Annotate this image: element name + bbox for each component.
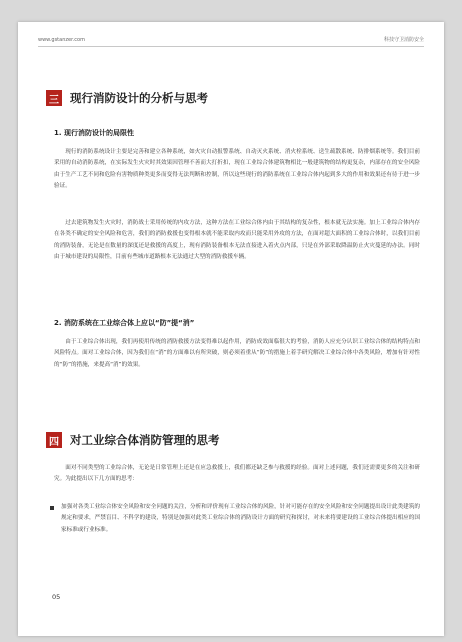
paragraph-3-3: 由于工业综合体出现，我们再使用传统的消防救援方法变得难以起作用，消防成效面临很大的考验，消防人应充分认识工业综合体的结构特点和风险特点。面对工业综合体，因为我们在“消”的方面难以有所突破，则必须着重从“防”的措施上着手研究解决工业综合体中各类风险，增加有针对性的“防”的措施，来提高“消”的效果。 [54, 339, 420, 368]
paragraph-3-1: 现行的消防系统设计主要是完善和建立各种系统，如火灾自动报警系统、自动灭火系统、消火栓系统、送生疏散系统、防排烟系统等。我们目前采用的自动消防系统，在实际发生火灾时其效果因管理不善而大打折扣，现在工业综合体建筑物相比一般建筑物的结构更复杂，内部存在的安全风险由于生产工艺不同和危险有害物质种类更多而变得无法判断和控制，所以这些现行的消防系统在工业综合体内起到多大的作用和效果还有待于进一步验证。 [54, 149, 420, 190]
subheading-2: 2. 消防系统在工业综合体上应以“防”提“消” [54, 319, 195, 327]
bullet-text: 加强对各类工业综合体安全风险和安全问题的关注，分析和评价现有工业综合体的风险，针对可能存在的安全风险和安全问题提出设计此类建筑的规定和要求，严禁盲目、不科学的建设，特别是加强对此类工业综合体的消防设计方面的研究和探讨，对未来将要建设的工业综合体提出相应的国家标准或行业标准。 [61, 504, 420, 533]
bullet-square-icon [50, 506, 54, 510]
page-number: 05 [52, 593, 61, 601]
section-4-number-badge: 四 [46, 432, 62, 448]
section-3-title: 现行消防设计的分析与思考 [70, 91, 208, 105]
section-4-heading [46, 432, 220, 448]
header-divider [38, 46, 424, 47]
header-url: www.gstanzer.com [38, 36, 85, 43]
section-3-heading [46, 90, 208, 106]
header-brand: 科技守卫消防安全 [383, 37, 424, 43]
page-header [38, 36, 424, 43]
paragraph-3-2: 过去建筑物发生火灾时，消防战士采用传统的内攻方法，这种方法在工业综合体内由于其结构的复杂性，根本就无法实施。加上工业综合体内存在各类不确定的安全风险和危害，我们的消防救援也变得根本就不能采取内攻而只能采用外攻的方法，在面对超大面积的工业综合体时，以我们目前的消防装备，无论是在数量的深度还是救援的高度上，现有消防装备根本无法直接进入着火点内部，只是在外部采取降温防止火灾蔓延的办法。同时由于城市建设的局限性，目前有些城市道路根本无法通过大型的消防救援车辆。 [54, 220, 420, 261]
subheading-1: 1. 现行消防设计的局限性 [54, 129, 134, 137]
paragraph-4-1: 面对不同类型的工业综合体，无论是日常管理上还是在应急救援上，我们都还缺乏参与救援的经验。面对上述问题，我们还需要更多的关注和研究。为此提出以下几方面的思考： [54, 465, 420, 483]
bullet-item [50, 502, 420, 536]
section-4-title: 对工业综合体消防管理的思考 [70, 433, 220, 447]
document-page [18, 22, 444, 636]
section-3-number-badge: 三 [46, 90, 62, 106]
